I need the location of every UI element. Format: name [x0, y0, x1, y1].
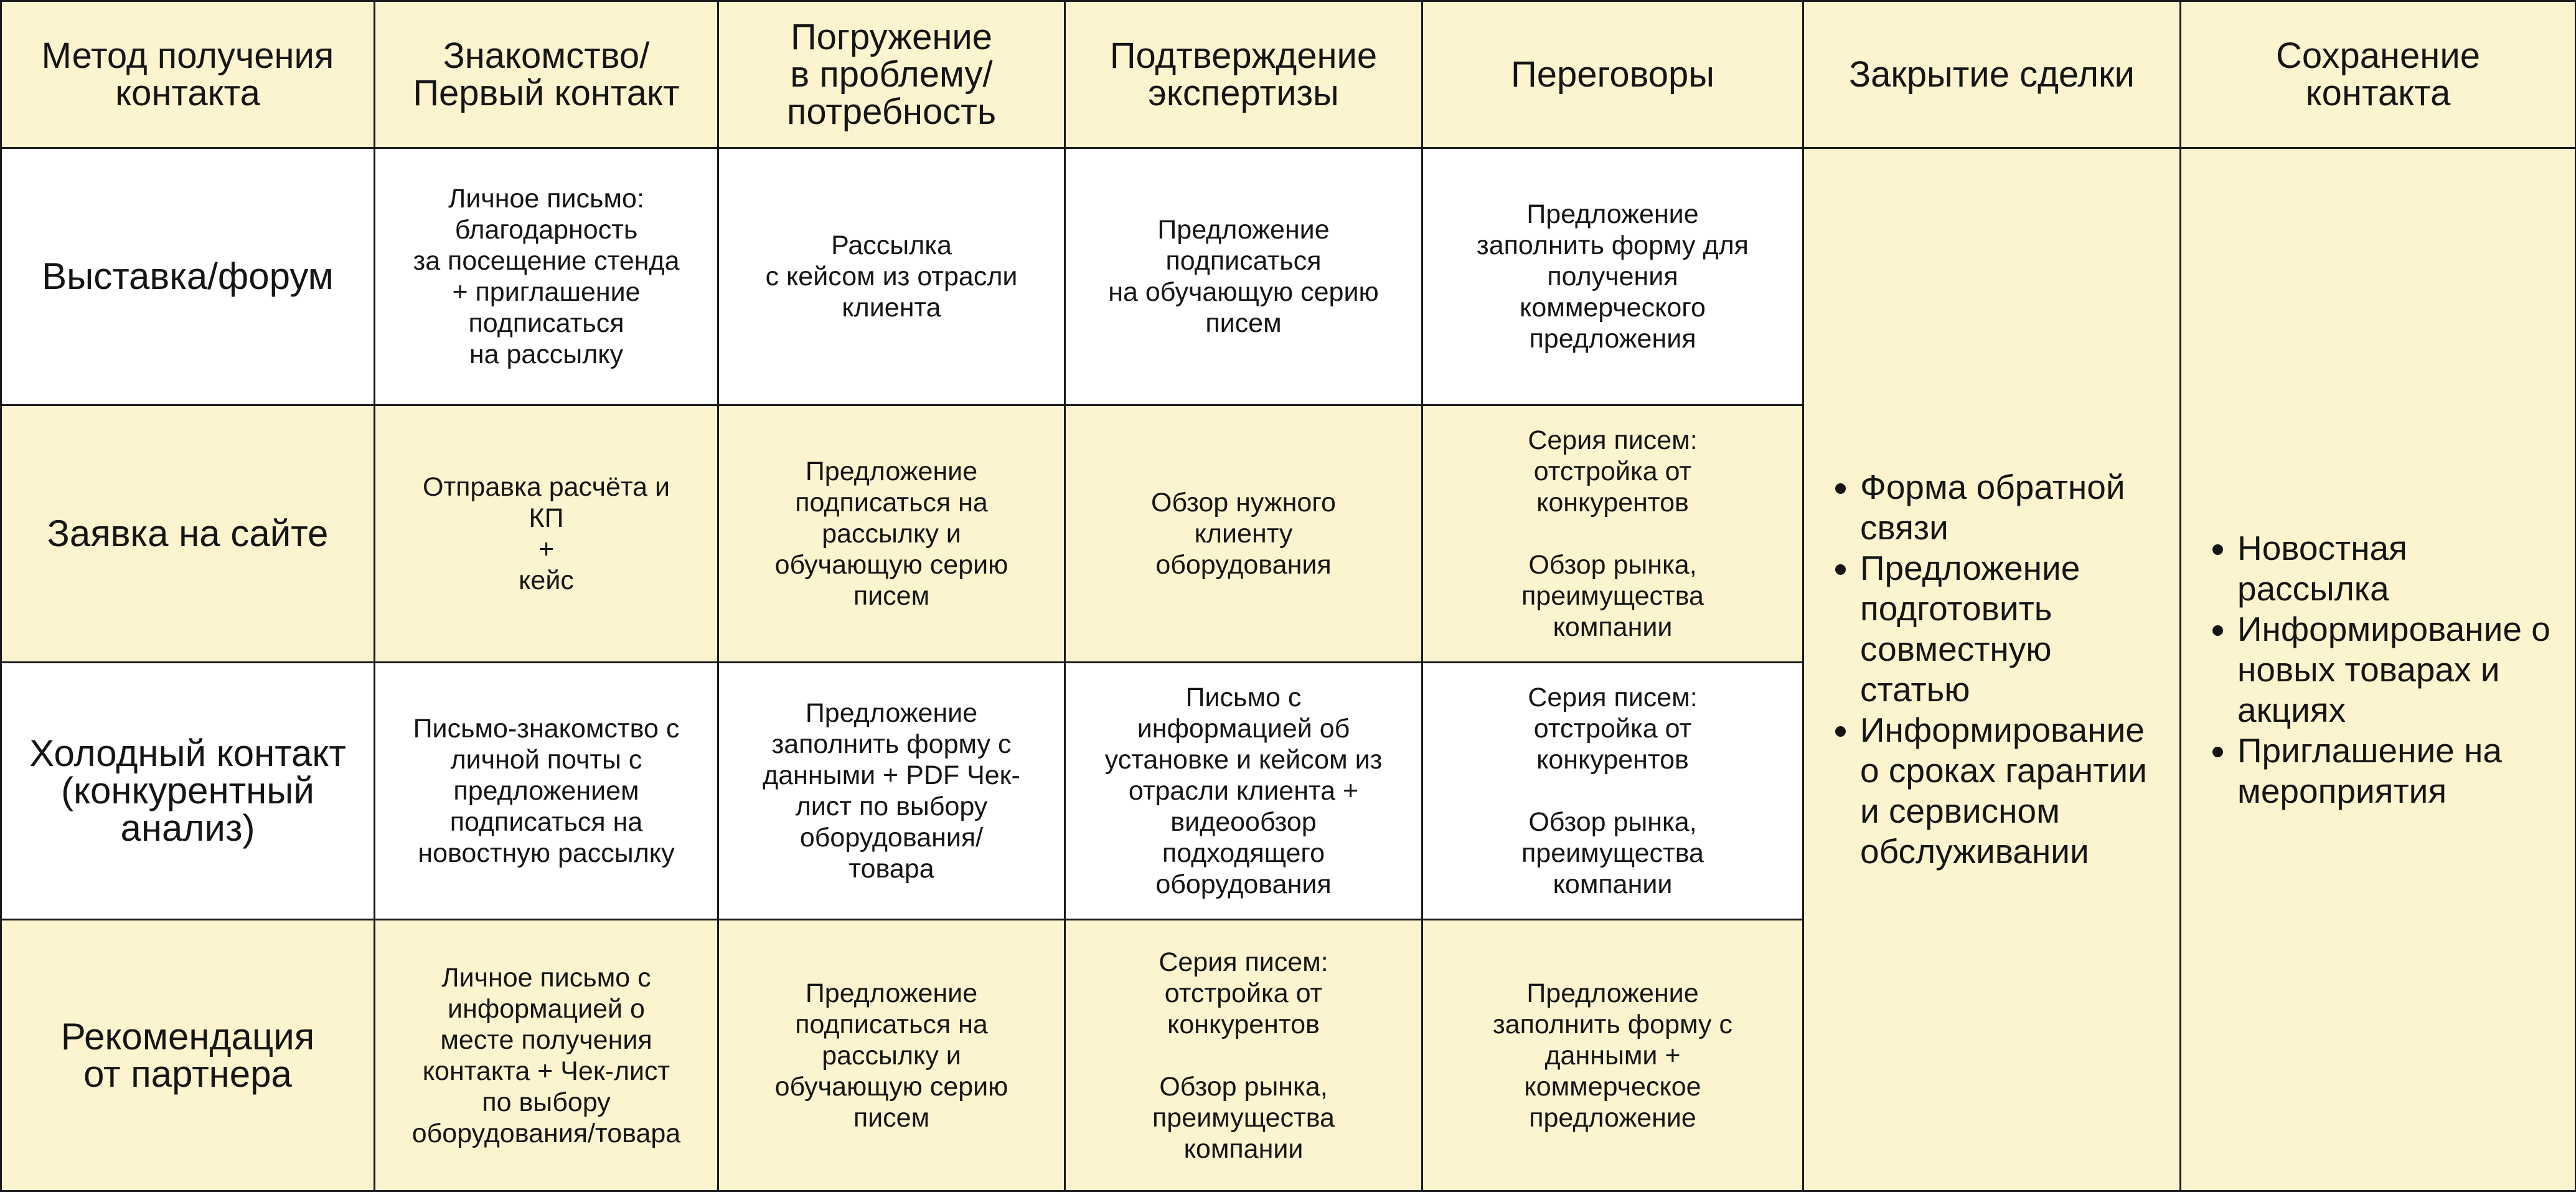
immersion-cell: Рассылка с кейсом из отрасли клиента	[718, 148, 1065, 405]
column-header-retention: Сохранение контакта	[2181, 1, 2576, 148]
column-header-immersion: Погружение в проблему/ потребность	[718, 1, 1065, 148]
first-contact-cell: Личное письмо с информацией о месте получения контакта + Чек-лист по выбору оборудования/товара	[375, 920, 718, 1191]
method-cell: Холодный контакт (конкурентный анализ)	[1, 663, 375, 920]
closing-list-item: • Информирование о сроках гарантии и сервисном обслуживании	[1860, 710, 2167, 872]
retention-list-item: • Новостная рассылка	[2237, 528, 2562, 609]
retention-list-item: • Приглашение на мероприятия	[2237, 731, 2562, 811]
expertise-cell: Предложение подписаться на обучающую серию писем	[1065, 148, 1422, 405]
first-contact-cell: Личное письмо: благодарность за посещение стенда + приглашение подписаться на рассылку	[375, 148, 718, 405]
retention-merged-cell	[2181, 148, 2576, 1191]
method-cell: Заявка на сайте	[1, 405, 375, 663]
immersion-cell: Предложение подписаться на рассылку и обучающую серию писем	[718, 405, 1065, 663]
expertise-cell: Серия писем: отстройка от конкурентов Обзор рынка, преимущества компании	[1065, 920, 1422, 1191]
negotiation-cell: Предложение заполнить форму с данными + коммерческое предложение	[1422, 920, 1803, 1191]
first-contact-cell: Отправка расчёта и КП + кейс	[375, 405, 718, 663]
closing-list-item: • Форма обратной связи	[1860, 467, 2167, 548]
closing-merged-cell	[1803, 148, 2181, 1191]
negotiation-cell: Серия писем: отстройка от конкурентов Обзор рынка, преимущества компании	[1422, 405, 1803, 663]
immersion-cell: Предложение заполнить форму с данными + PDF Чек- лист по выбору оборудования/ товара	[718, 663, 1065, 920]
method-cell: Выставка/форум	[1, 148, 375, 405]
immersion-cell: Предложение подписаться на рассылку и обучающую серию писем	[718, 920, 1065, 1191]
expertise-cell: Обзор нужного клиенту оборудования	[1065, 405, 1422, 663]
column-header-first-contact: Знакомство/ Первый контакт	[375, 1, 718, 148]
first-contact-cell: Письмо-знакомство с личной почты с предложением подписаться на новостную рассылку	[375, 663, 718, 920]
column-header-negotiation: Переговоры	[1422, 1, 1803, 148]
closing-list-item: • Предложение подготовить совместную статью	[1860, 548, 2167, 710]
table-row	[1, 148, 2576, 405]
negotiation-cell: Серия писем: отстройка от конкурентов Обзор рынка, преимущества компании	[1422, 663, 1803, 920]
column-header-closing: Закрытие сделки	[1803, 1, 2181, 148]
column-header-method: Метод получения контакта	[1, 1, 375, 148]
expertise-cell: Письмо с информацией об установке и кейсом из отрасли клиента + видеообзор подходящего оборудования	[1065, 663, 1422, 920]
negotiation-cell: Предложение заполнить форму для получения коммерческого предложения	[1422, 148, 1803, 405]
column-header-expertise: Подтверждение экспертизы	[1065, 1, 1422, 148]
retention-list-item: • Информирование о новых товарах и акциях	[2237, 609, 2562, 731]
closing-list	[1822, 467, 2167, 872]
header-row	[1, 1, 2576, 148]
retention-list	[2199, 528, 2562, 811]
method-cell: Рекомендация от партнера	[1, 920, 375, 1191]
